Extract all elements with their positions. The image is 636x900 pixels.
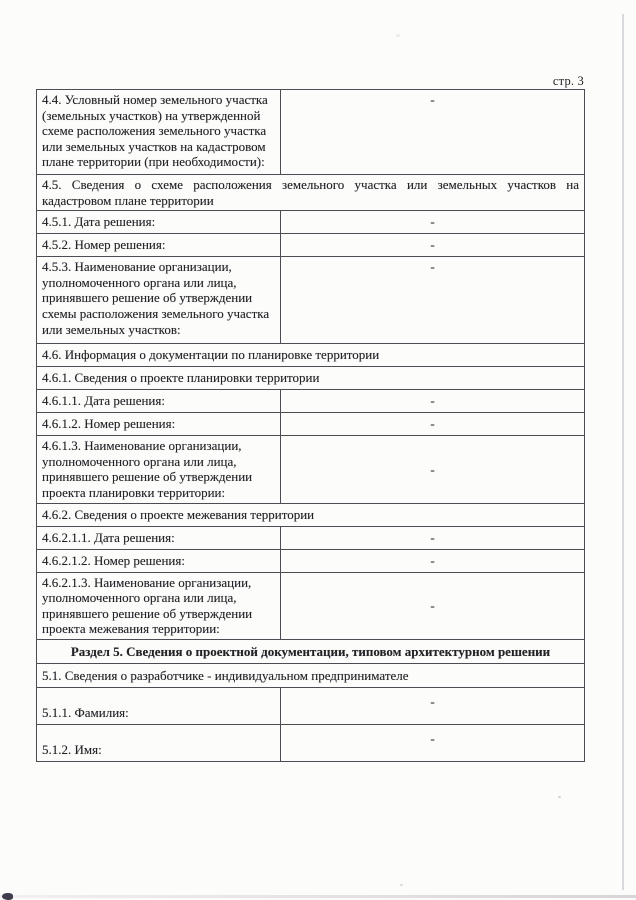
row-value-cell: - [281, 211, 585, 234]
scan-bottom-shadow [0, 895, 636, 898]
page-number: стр. 3 [552, 74, 584, 88]
row-label-cell: 4.5.2. Номер решения: [37, 234, 281, 257]
scan-speck [396, 34, 400, 37]
row-label-cell: 4.4. Условный номер земельного участка (земельных участков) на утвержденной схеме расположения земельного участка или земельных участков на кадастровом плане территории (при необходимости): [37, 90, 281, 175]
row-value-cell: - [281, 413, 585, 436]
row-label-cell: 4.5.1. Дата решения: [37, 211, 281, 234]
document-table [36, 89, 585, 762]
row-label-cell: 4.6.2.1.3. Наименование организации, уполномоченного органа или лица, принявшего решение об утверждении проекта межевания территории: [37, 572, 281, 639]
table-row-4-5 [37, 175, 585, 211]
row-label-cell: 4.6.1.3. Наименование организации, уполномоченного органа или лица, принявшего решение об утверждении проекта планировки территории: [37, 436, 281, 503]
scan-paper-edge-line [622, 14, 624, 890]
table-row-4-5-1 [37, 211, 585, 234]
row-value-cell: - [281, 526, 585, 549]
row-value-cell: - [281, 90, 585, 175]
scan-speck [400, 884, 403, 886]
table-row-5-1-2 [37, 724, 585, 761]
row-value-cell: - [281, 724, 585, 761]
table-row-4-6-1-2 [37, 413, 585, 436]
table-row-4-6-1 [37, 367, 585, 390]
row-label-cell: 5.1.2. Имя: [37, 724, 281, 761]
table-row-4-6-1-1 [37, 390, 585, 413]
row-value-cell: - [281, 687, 585, 724]
row-label-cell: 4.5. Сведения о схеме расположения земельного участка или земельных участков на кадастровом плане территории [37, 175, 585, 211]
row-label-cell: 5.1. Сведения о разработчике - индивидуальном предпринимателе [37, 663, 585, 687]
table-row-4-5-2 [37, 234, 585, 257]
row-label-cell: 4.5.3. Наименование организации, уполномоченного органа или лица, принявшего решение об утверждении схемы расположения земельного участка или земельных участков: [37, 257, 281, 344]
row-value-cell: - [281, 234, 585, 257]
row-label-cell: 4.6.2. Сведения о проекте межевания территории [37, 503, 585, 526]
row-label-cell: 4.6.2.1.2. Номер решения: [37, 549, 281, 572]
scan-corner-mark [2, 893, 13, 900]
row-value-cell: - [281, 390, 585, 413]
table-row-5-1 [37, 663, 585, 687]
table-row-4-6 [37, 344, 585, 367]
table-row-section-5-header [37, 639, 585, 663]
section-title-cell: Раздел 5. Сведения о проектной документации, типовом архитектурном решении [37, 639, 585, 663]
row-value-cell: - [281, 436, 585, 503]
table-row-4-6-1-3 [37, 436, 585, 503]
row-label-cell: 4.6.1. Сведения о проекте планировки территории [37, 367, 585, 390]
scan-speck [558, 796, 561, 798]
table-row-4-6-2-1-3 [37, 572, 585, 639]
table-row-5-1-1 [37, 687, 585, 724]
row-value-cell: - [281, 549, 585, 572]
row-value-cell: - [281, 257, 585, 344]
row-label-cell: 4.6.1.1. Дата решения: [37, 390, 281, 413]
row-label-cell: 4.6.1.2. Номер решения: [37, 413, 281, 436]
row-value-cell: - [281, 572, 585, 639]
table-row-4-6-2 [37, 503, 585, 526]
table-row-4-6-2-1-1 [37, 526, 585, 549]
table-row-4-4 [37, 90, 585, 175]
row-label-cell: 4.6. Информация о документации по планировке территории [37, 344, 585, 367]
row-label-cell: 4.6.2.1.1. Дата решения: [37, 526, 281, 549]
row-label-cell: 5.1.1. Фамилия: [37, 687, 281, 724]
table-row-4-5-3 [37, 257, 585, 344]
table-row-4-6-2-1-2 [37, 549, 585, 572]
